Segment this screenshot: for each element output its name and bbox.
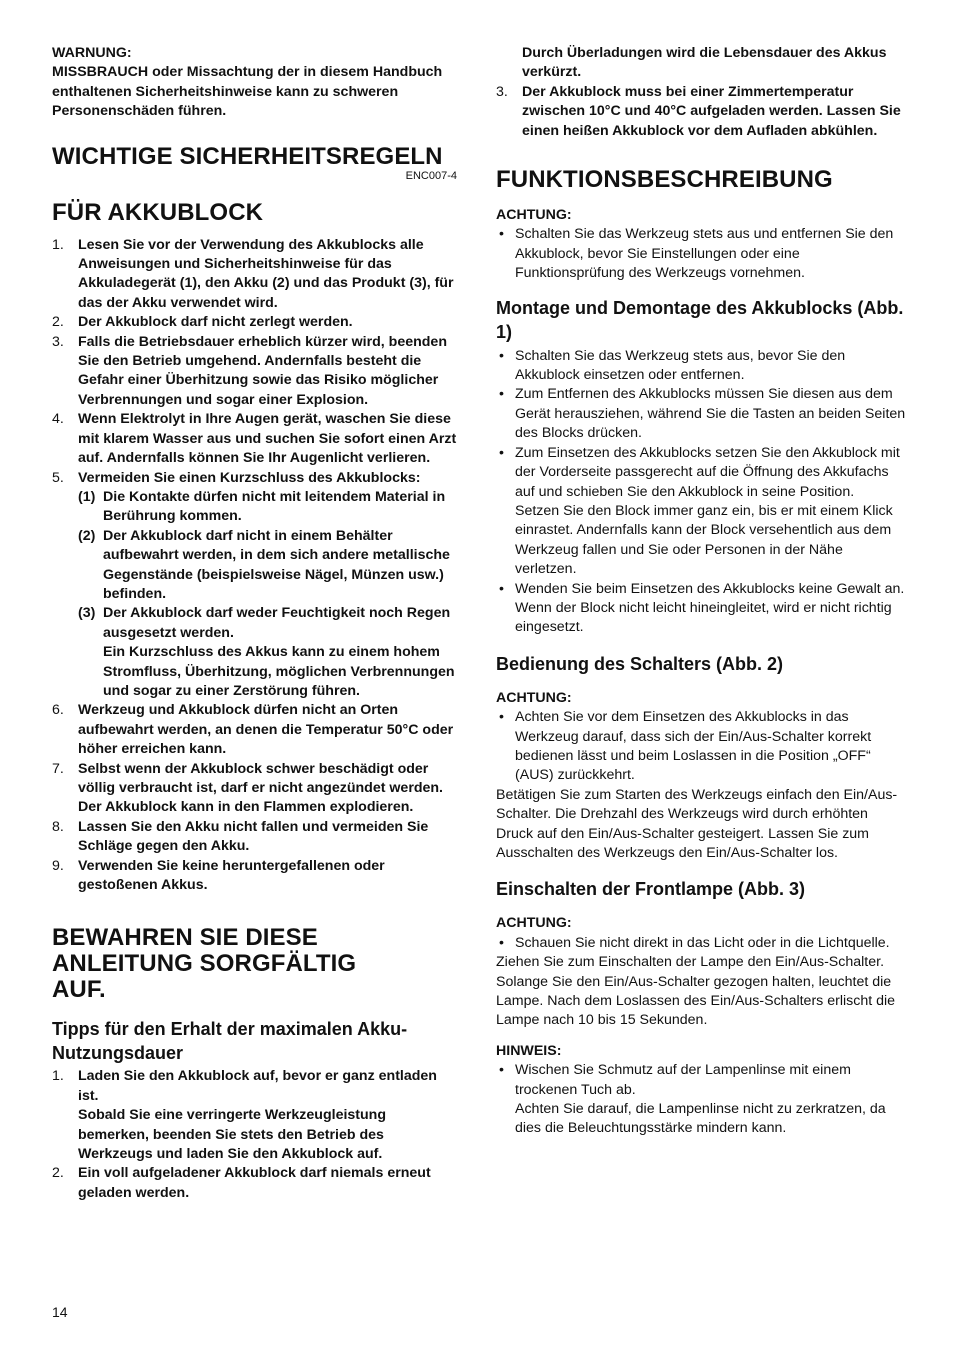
sub-list-item: (2) Der Akkublock darf nicht in einem Behälter aufbewahrt werden, in dem sich andere metallische Gegenstände (beispielsweise Nägel, Münzen usw.) befinden.	[78, 527, 450, 602]
list-item: • Schauen Sie nicht direkt in das Licht oder in die Lichtquelle.	[499, 934, 890, 951]
page-number: 14	[52, 1304, 68, 1320]
list-item: 4. Wenn Elektrolyt in Ihre Augen gerät, waschen Sie diese mit klarem Wasser aus und suchen Sie sofort einen Arzt auf. Andernfalls können Sie Ihr Augenlicht verlieren.	[52, 411, 457, 467]
tips-list-continued	[496, 44, 906, 141]
function-heading: FUNKTIONSBESCHREIBUNG	[496, 166, 833, 194]
list-item: 3. Der Akkublock muss bei einer Zimmertemperatur zwischen 10°C und 40°C aufgeladen werden. Lassen Sie einen heißen Akkublock vor dem Aufladen abkühlen.	[496, 83, 901, 139]
note-list	[496, 1061, 906, 1139]
doc-code: ENC007-4	[405, 169, 457, 182]
safety-subheading: FÜR AKKUBLOCK	[52, 198, 264, 226]
list-item: Durch Überladungen wird die Lebensdauer des Akkus verkürzt.	[522, 45, 887, 81]
list-item: 7. Selbst wenn der Akkublock schwer beschädigt oder völlig verbraucht ist, darf er nicht angezündet werden. Der Akkublock kann in den Flammen explodieren.	[52, 760, 444, 816]
list-item: • Wischen Sie Schmutz auf der Lampenlinse mit einem trockenen Tuch ab. Achten Sie darauf, die Lampenlinse nicht zu zerkratzen, da dies die Beleuchtungsstärke mindern kann.	[499, 1062, 886, 1137]
safety-heading: WICHTIGE SICHERHEITSREGELN	[52, 142, 443, 170]
list-item: • Zum Einsetzen des Akkublocks setzen Sie den Akkublock mit der Vorderseite passgerecht auf die Öffnung des Akkufachs auf und schieben Sie den Akkublock in seine Position. Setzen Sie den Block immer ganz ein, bis er mit einem Klick einrastet. Andernfalls kann der Block versehentlich aus dem Werkzeug fallen und Sie oder Personen in der Nähe verletzen.	[499, 444, 900, 578]
list-item: 3. Falls die Betriebsdauer erheblich kürzer wird, beenden Sie den Betrieb umgehend. Andernfalls besteht die Gefahr einer Überhitzung sowie das Risiko möglicher Verbrennungen und sogar einer Explosion.	[52, 333, 447, 408]
save-heading: BEWAHREN SIE DIESE ANLEITUNG SORGFÄLTIG AUF.	[52, 924, 357, 1004]
warning-text: MISSBRAUCH oder Missachtung der in diesem Handbuch enthaltenen Sicherheitshinweise kann zu schweren Personenschäden führen.	[52, 64, 443, 120]
caution-label: ACHTUNG:	[496, 207, 572, 224]
list-item: • Schalten Sie das Werkzeug stets aus und entfernen Sie den Akkublock, bevor Sie Einstellungen oder eine Funktionsprüfung des Werkzeugs vornehmen.	[499, 226, 894, 282]
caution-list	[496, 934, 906, 953]
list-item: 2. Ein voll aufgeladener Akkublock darf niemals erneut geladen werden.	[52, 1165, 431, 1201]
switch-text: Betätigen Sie zum Starten des Werkzeugs einfach den Ein/Aus-Schalter. Die Drehzahl des Werkzeugs wird durch erhöhten Druck auf den Ein/Aus-Schalter gesteigert. Lassen Sie zum Ausschalten des Werkzeugs den Ein/Aus-Schalter los.	[496, 786, 898, 861]
warning-title: WARNUNG:	[52, 45, 132, 61]
tips-list	[52, 1067, 457, 1203]
safety-list	[52, 236, 457, 896]
list-item: • Zum Entfernen des Akkublocks müssen Sie diesen aus dem Gerät herausziehen, während Sie die Tasten an beiden Seiten des Blocks drücken.	[499, 386, 906, 442]
list-item: 1. Lesen Sie vor der Verwendung des Akkublocks alle Anweisungen und Sicherheitshinweise für das Akkuladegerät (1), den Akku (2) und das Produkt (3), für das der Akku verwendet wird.	[52, 236, 454, 311]
caution-label: ACHTUNG:	[496, 689, 572, 706]
sub-list-item: (1) Die Kontakte dürfen nicht mit leitendem Material in Berührung kommen.	[78, 488, 446, 525]
list-item: • Wenden Sie beim Einsetzen des Akkublocks keine Gewalt an. Wenn der Block nicht leicht hineingleitet, wird er nicht richtig eingesetzt.	[499, 580, 905, 636]
caution-label: ACHTUNG:	[496, 915, 572, 932]
lamp-heading: Einschalten der Frontlampe (Abb. 3)	[496, 879, 806, 900]
list-item: 9. Verwenden Sie keine heruntergefallenen oder gestoßenen Akkus.	[52, 857, 385, 894]
caution-list	[496, 708, 906, 786]
switch-heading: Bedienung des Schalters (Abb. 2)	[496, 653, 784, 674]
list-item: 2. Der Akkublock darf nicht zerlegt werden.	[52, 314, 353, 331]
list-item: 6. Werkzeug und Akkublock dürfen nicht an Orten aufbewahrt werden, an denen die Temperatur 50°C oder höher erreichen kann.	[52, 702, 454, 758]
list-item: • Schalten Sie das Werkzeug stets aus, bevor Sie den Akkublock einsetzen oder entfernen.	[499, 347, 846, 384]
note-label: HINWEIS:	[496, 1042, 562, 1059]
left-column	[52, 44, 457, 1203]
caution-list	[496, 225, 906, 283]
sub-list	[78, 488, 457, 701]
right-column	[496, 44, 906, 1139]
list-item: 1. Laden Sie den Akkublock auf, bevor er ganz entladen ist. Sobald Sie eine verringerte Werkzeugleistung bemerken, beenden Sie stets den Betrieb des Werkzeugs und laden Sie den Akkublock auf.	[52, 1068, 437, 1163]
list-item: • Achten Sie vor dem Einsetzen des Akkublocks in das Werkzeug darauf, dass sich der Ein/Aus-Schalter korrekt bedienen lässt und beim Loslassen in die Position „OFF“ (AUS) zurückkehrt.	[499, 709, 872, 784]
list-item: 5. Vermeiden Sie einen Kurzschluss des Akkublocks: (1) Die Kontakte dürfen nicht mit leitendem Material in Berührung kommen. (2) Der Akkublock darf nicht in einem Behälter aufbewahrt werden, in dem sich andere metallische Gegenstände (beispielsweise Nägel, Münzen usw.) befinden. (3) Der Akkublock darf weder Feuchtigkeit noch Regen ausgesetzt werden. Ein Kurzschluss des Akkus kann zu einem hohem Stromfluss, Überhitzung, möglichen Verbrennungen und sogar zu einer Zerstörung führen.	[52, 469, 457, 702]
sub-list-item: (3) Der Akkublock darf weder Feuchtigkeit noch Regen ausgesetzt werden. Ein Kurzschluss des Akkus kann zu einem hohem Stromfluss, Überhitzung, möglichen Verbrennungen und sogar zu einer Zerstörung führen.	[78, 605, 455, 699]
list-item: 8. Lassen Sie den Akku nicht fallen und vermeiden Sie Schläge gegen den Akku.	[52, 818, 429, 855]
tips-heading: Tipps für den Erhalt der maximalen Akku-Nutzungsdauer	[52, 1019, 408, 1064]
mount-heading: Montage und Demontage des Akkublocks (Abb. 1)	[496, 297, 904, 342]
mount-list	[496, 347, 906, 638]
lamp-text: Ziehen Sie zum Einschalten der Lampe den Ein/Aus-Schalter. Solange Sie den Ein/Aus-Schalter gezogen halten, leuchtet die Lampe. Nach dem Loslassen des Ein/Aus-Schalters erlischt die Lampe nach 10 bis 15 Sekunden.	[496, 954, 896, 1029]
